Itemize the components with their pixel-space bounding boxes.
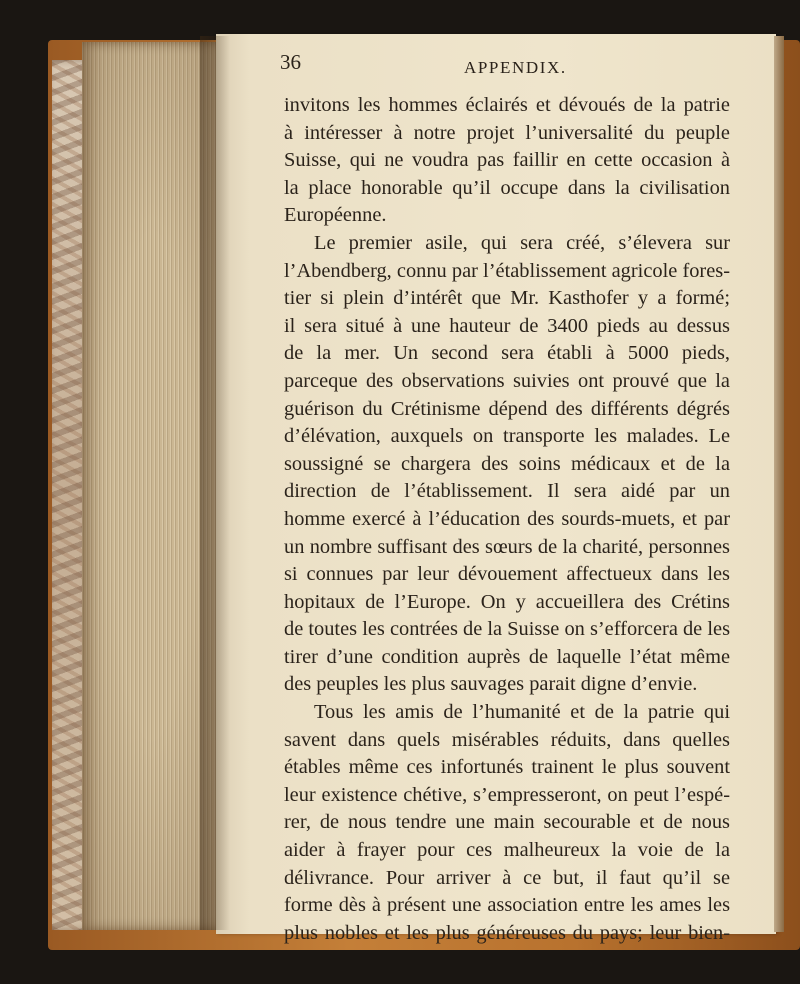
text-line: plus nobles et les plus généreuses du pays; leur bien- bbox=[284, 921, 730, 944]
text-line: d’élévation, auxquels on transporte les malades. Le bbox=[284, 425, 730, 448]
text-line: de la mer. Un second sera établi à 5000 pieds, bbox=[284, 342, 730, 365]
text-line: si connues par leur dévouement affectueux dans les bbox=[284, 563, 730, 586]
text-line: invitons les hommes éclairés et dévoués de la patrie bbox=[284, 94, 730, 116]
text-line: aider à frayer pour ces malheureux la voie de la bbox=[284, 839, 730, 862]
text-line: direction de l’établissement. Il sera aidé par un bbox=[284, 480, 730, 503]
text-line: tier si plein d’intérêt que Mr. Kasthofer y a formé; bbox=[284, 287, 730, 310]
text-line: parceque des observations suivies ont prouvé que la bbox=[284, 369, 730, 392]
text-line: homme exercé à l’éducation des sourds-muets, et par bbox=[284, 507, 730, 530]
text-line: à intéresser à notre projet l’universalité du peuple bbox=[284, 121, 730, 144]
text-line: leur existence chétive, s’empresseront, on peut l’espé- bbox=[284, 783, 730, 806]
text-line: savent dans quels misérables réduits, dans quelles bbox=[284, 728, 730, 751]
text-line: des peuples les plus sauvages parait digne d’envie. bbox=[284, 673, 698, 696]
text-line: délivrance. Pour arriver à ce but, il faut qu’il se bbox=[284, 866, 730, 889]
text-line: de toutes les contrées de la Suisse on s’efforcera de les bbox=[284, 618, 730, 641]
text-line: la place honorable qu’il occupe dans la civilisation bbox=[284, 176, 730, 199]
page-number: 36 bbox=[280, 50, 301, 74]
text-line: forme dès à présent une association entre les ames les bbox=[284, 894, 730, 917]
gutter-shadow bbox=[200, 36, 230, 930]
page-right-edge bbox=[774, 36, 784, 932]
text-line: il sera situé à une hauteur de 3400 pieds au dessus bbox=[284, 314, 730, 337]
text-line: guérison du Crétinisme dépend des différents dégrés bbox=[284, 397, 730, 420]
body-text bbox=[284, 92, 730, 947]
text-line: Tous les amis de l’humanité et de la patrie qui bbox=[314, 701, 730, 724]
text-line: tirer d’une condition auprès de laquelle l’état même bbox=[284, 645, 730, 668]
text-line: soussigné se chargera des soins médicaux et de la bbox=[284, 452, 730, 475]
text-line: Européenne. bbox=[284, 204, 387, 227]
text-line: hopitaux de l’Europe. On y accueillera des Crétins bbox=[284, 590, 730, 613]
text-line: l’Abendberg, connu par l’établissement agricole fores- bbox=[284, 259, 730, 282]
text-line: étables même ces infortunés trainent le plus souvent bbox=[284, 756, 730, 779]
text-line: un nombre suffisant des sœurs de la charité, personnes bbox=[284, 535, 730, 558]
running-head: APPENDIX. bbox=[464, 58, 567, 77]
text-line: Le premier asile, qui sera créé, s’élevera sur bbox=[314, 231, 730, 254]
text-line: rer, de nous tendre une main secourable et de nous bbox=[284, 811, 730, 834]
text-line: Suisse, qui ne voudra pas faillir en cette occasion à bbox=[284, 149, 730, 172]
